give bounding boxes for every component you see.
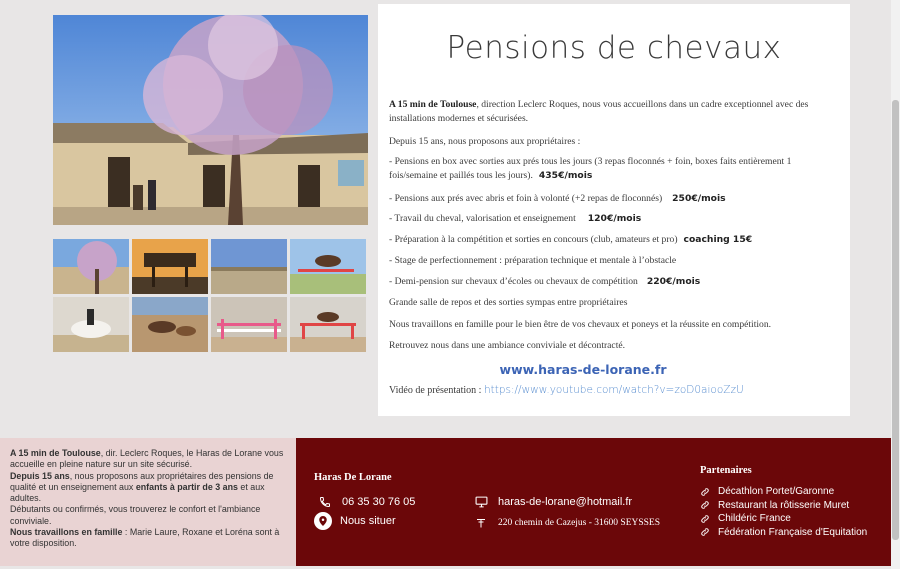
- service-price: 220€/mois: [646, 276, 701, 287]
- service-price: 250€/mois: [672, 193, 726, 204]
- phone-icon: [316, 494, 334, 510]
- main-photo[interactable]: [53, 15, 368, 225]
- intro-highlight: A 15 min de Toulouse: [389, 99, 477, 110]
- partner-item[interactable]: [700, 526, 867, 540]
- gallery-thumbnail[interactable]: [211, 297, 287, 352]
- partner-label[interactable]: Childéric France: [718, 513, 791, 524]
- partner-item[interactable]: [700, 499, 867, 513]
- phone-row[interactable]: [316, 494, 415, 510]
- partners-title: Partenaires: [700, 465, 752, 476]
- location-pin-icon: [314, 513, 332, 529]
- video-link[interactable]: https://www.youtube.com/watch?v=zoD0aiooZzU: [483, 384, 744, 396]
- about-text: et aux adultes.: [10, 481, 265, 504]
- partner-label[interactable]: Restaurant la rôtisserie Muret: [718, 499, 850, 511]
- website-link[interactable]: www.haras-de-lorane.fr: [499, 362, 667, 377]
- service-item: [389, 155, 829, 183]
- photo-gallery: [53, 239, 368, 352]
- page-title: Pensions de chevaux: [446, 30, 782, 66]
- monitor-icon: [472, 494, 490, 510]
- service-text: - Préparation à la compétition et sorties en concours (club, amateurs et pro): [389, 234, 678, 245]
- service-text: - Pensions en box avec sorties aux prés tous les jours (3 repas floconnés + foin, boxes faits entièrement 1 fois/semaine et paillés tous les jours).: [389, 156, 792, 181]
- link-icon: [700, 527, 712, 537]
- since-paragraph: Depuis 15 ans, nous proposons aux propriétaires :: [389, 136, 581, 147]
- service-price: coaching 15€: [683, 234, 753, 245]
- link-icon: [700, 514, 712, 524]
- partner-item[interactable]: [700, 512, 867, 526]
- service-price: 435€/mois: [538, 170, 593, 181]
- gallery-thumbnail[interactable]: [53, 239, 129, 294]
- link-icon: [700, 500, 712, 510]
- about-paragraph: [10, 527, 286, 550]
- link-icon: [700, 487, 712, 497]
- lounge-paragraph: Grande salle de repos et des sorties sympas entre propriétaires: [389, 297, 628, 308]
- footer-about: [0, 438, 296, 566]
- gallery-thumbnail[interactable]: [53, 297, 129, 352]
- service-item: [389, 192, 829, 206]
- about-text: , dir. Leclerc Roques, le Haras de Lorane vous accueille en pleine nature sur un site sécurisé.: [10, 448, 284, 470]
- gallery-thumbnail[interactable]: [290, 239, 366, 294]
- partners-list: [700, 485, 867, 539]
- address-row: [472, 515, 660, 531]
- service-item: [389, 233, 829, 247]
- service-item: [389, 275, 829, 289]
- service-text: - Travail du cheval, valorisation et enseignement: [389, 213, 576, 224]
- service-text: - Pensions aux prés avec abris et foin à volonté (+2 repas de floconnés): [389, 193, 663, 204]
- partner-item[interactable]: [700, 485, 867, 499]
- video-label: Vidéo de présentation :: [389, 385, 484, 396]
- intro-paragraph: [389, 98, 829, 126]
- service-item: [389, 212, 829, 226]
- email-row[interactable]: [472, 494, 632, 510]
- page-scrollbar[interactable]: [891, 0, 900, 569]
- scrollbar-thumb[interactable]: [892, 100, 899, 540]
- email-address[interactable]: haras-de-lorane@hotmail.fr: [498, 496, 633, 508]
- video-line: [389, 384, 744, 396]
- ambiance-paragraph: Retrouvez nous dans une ambiance conviviale et décontracté.: [389, 340, 626, 351]
- phone-number[interactable]: 06 35 30 76 05: [342, 496, 416, 508]
- service-text: - Stage de perfectionnement : préparation technique et mentale à l’obstacle: [389, 255, 677, 266]
- intro-text: , direction Leclerc Roques, nous vous accueillons dans un cadre exceptionnel avec des installations modernes et sécurisées.: [389, 99, 809, 124]
- contact-title: Haras De Lorane: [314, 472, 392, 483]
- gallery-thumbnail[interactable]: [211, 239, 287, 294]
- about-paragraph: [10, 448, 286, 471]
- about-highlight: Nous travaillons en famille: [10, 527, 123, 538]
- about-highlight: A 15 min de Toulouse: [10, 448, 101, 458]
- family-paragraph: Nous travaillons en famille pour le bien être de vos chevaux et poneys et la réussite en compétition.: [389, 319, 772, 330]
- locate-link[interactable]: Nous situer: [340, 515, 396, 527]
- pension-card: [378, 4, 850, 416]
- postal-address: 220 chemin de Cazejus - 31600 SEYSSES: [498, 518, 661, 528]
- gallery-thumbnail[interactable]: [132, 239, 208, 294]
- service-item: [389, 254, 829, 268]
- about-text: : Marie Laure, Roxane et Loréna sont à votre disposition.: [10, 527, 280, 549]
- about-text: , nous proposons aux propriétaires des pensions de qualité et un enseignement aux: [10, 470, 274, 492]
- footer-contact: [296, 438, 892, 566]
- partner-label[interactable]: Fédération Française d'Equitation: [718, 526, 868, 538]
- about-paragraph: [10, 471, 286, 505]
- gallery-thumbnail[interactable]: [290, 297, 366, 352]
- about-paragraph: Débutants ou confirmés, vous trouverez le confort et l'ambiance conviviale.: [10, 504, 261, 526]
- locate-row[interactable]: [314, 513, 396, 529]
- signpost-icon: [472, 515, 490, 531]
- about-highlight: enfants à partir de 3 ans: [135, 481, 238, 492]
- about-highlight: Depuis 15 ans: [10, 470, 70, 481]
- gallery-thumbnail[interactable]: [132, 297, 208, 352]
- service-text: - Demi-pension sur chevaux d’écoles ou chevaux de compétition: [389, 276, 638, 287]
- service-price: 120€/mois: [587, 213, 642, 224]
- partner-label[interactable]: Décathlon Portet/Garonne: [718, 486, 835, 497]
